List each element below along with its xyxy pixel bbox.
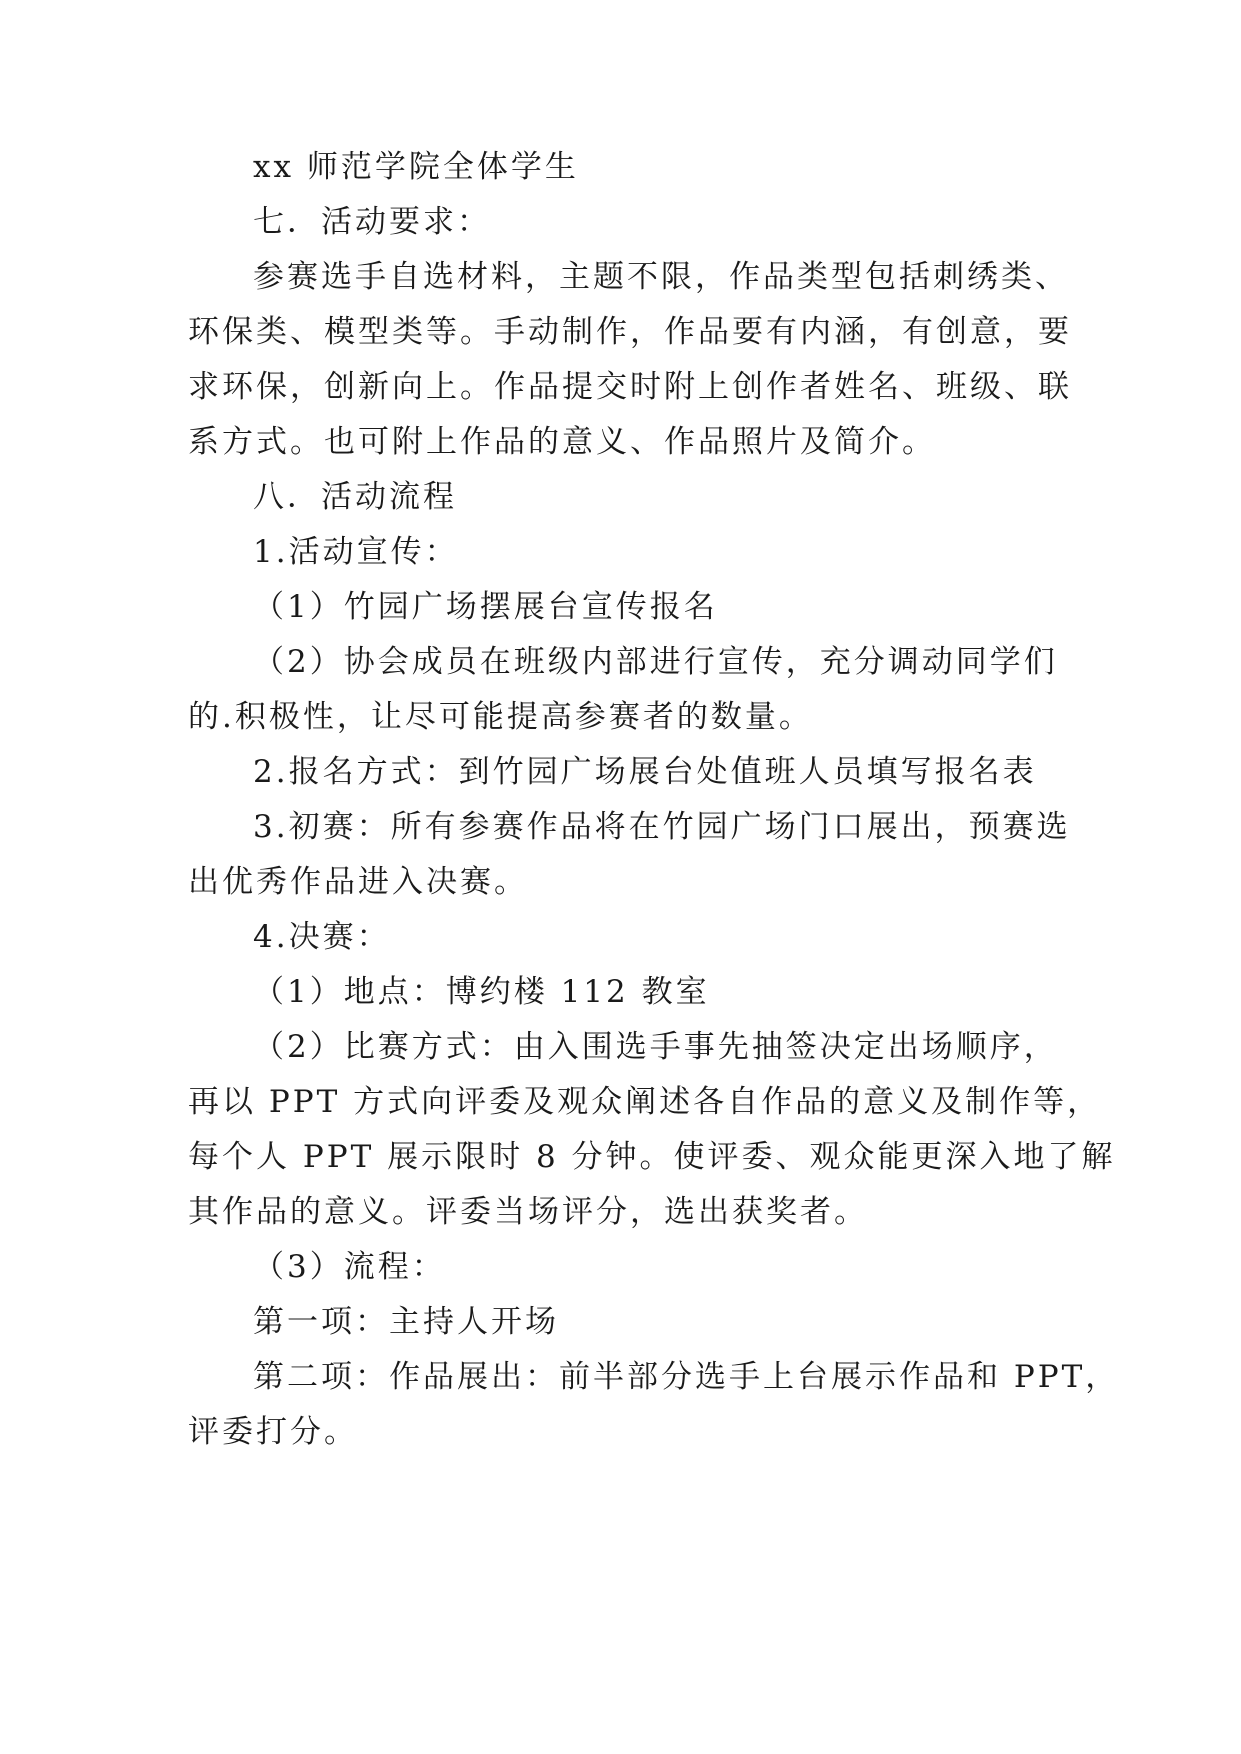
paragraph-line: 每个人 PPT 展示限时 8 分钟。使评委、观众能更深入地了解 [188, 1139, 1116, 1175]
section-heading-requirements: 七．活动要求： [253, 204, 491, 240]
list-item: （1）地点：博约楼 112 教室 [253, 974, 710, 1010]
paragraph-line: 再以 PPT 方式向评委及观众阐述各自作品的意义及制作等， [188, 1084, 1102, 1120]
paragraph-line: 求环保，创新向上。作品提交时附上创作者姓名、班级、联 [188, 369, 1072, 405]
paragraph-line: 其作品的意义。评委当场评分，选出获奖者。 [188, 1194, 868, 1230]
list-item: （2）比赛方式：由入围选手事先抽签决定出场顺序， [253, 1029, 1058, 1065]
audience-line: xx 师范学院全体学生 [253, 149, 579, 185]
paragraph-line: 评委打分。 [188, 1414, 358, 1450]
list-item: （1）竹园广场摆展台宣传报名 [253, 589, 718, 625]
subheading-final: 4.决赛： [253, 919, 391, 955]
paragraph-line: 参赛选手自选材料，主题不限，作品类型包括刺绣类、 [253, 259, 1069, 295]
list-item: 2.报名方式：到竹园广场展台处值班人员填写报名表 [253, 754, 1037, 790]
section-heading-process: 八．活动流程 [253, 479, 457, 515]
list-item: 第一项：主持人开场 [253, 1304, 559, 1340]
list-item: 第二项：作品展出：前半部分选手上台展示作品和 PPT， [253, 1359, 1120, 1395]
subheading-promotion: 1.活动宣传： [253, 534, 459, 570]
list-item: 3.初赛：所有参赛作品将在竹园广场门口展出，预赛选 [253, 809, 1071, 845]
list-item: （3）流程： [253, 1249, 446, 1285]
paragraph-line: 的.积极性，让尽可能提高参赛者的数量。 [188, 699, 813, 735]
list-item: （2）协会成员在班级内部进行宣传，充分调动同学们 [253, 644, 1058, 680]
paragraph-line: 环保类、模型类等。手动制作，作品要有内涵，有创意，要 [188, 314, 1072, 350]
paragraph-line: 出优秀作品进入决赛。 [188, 864, 528, 900]
paragraph-line: 系方式。也可附上作品的意义、作品照片及简介。 [188, 424, 936, 460]
